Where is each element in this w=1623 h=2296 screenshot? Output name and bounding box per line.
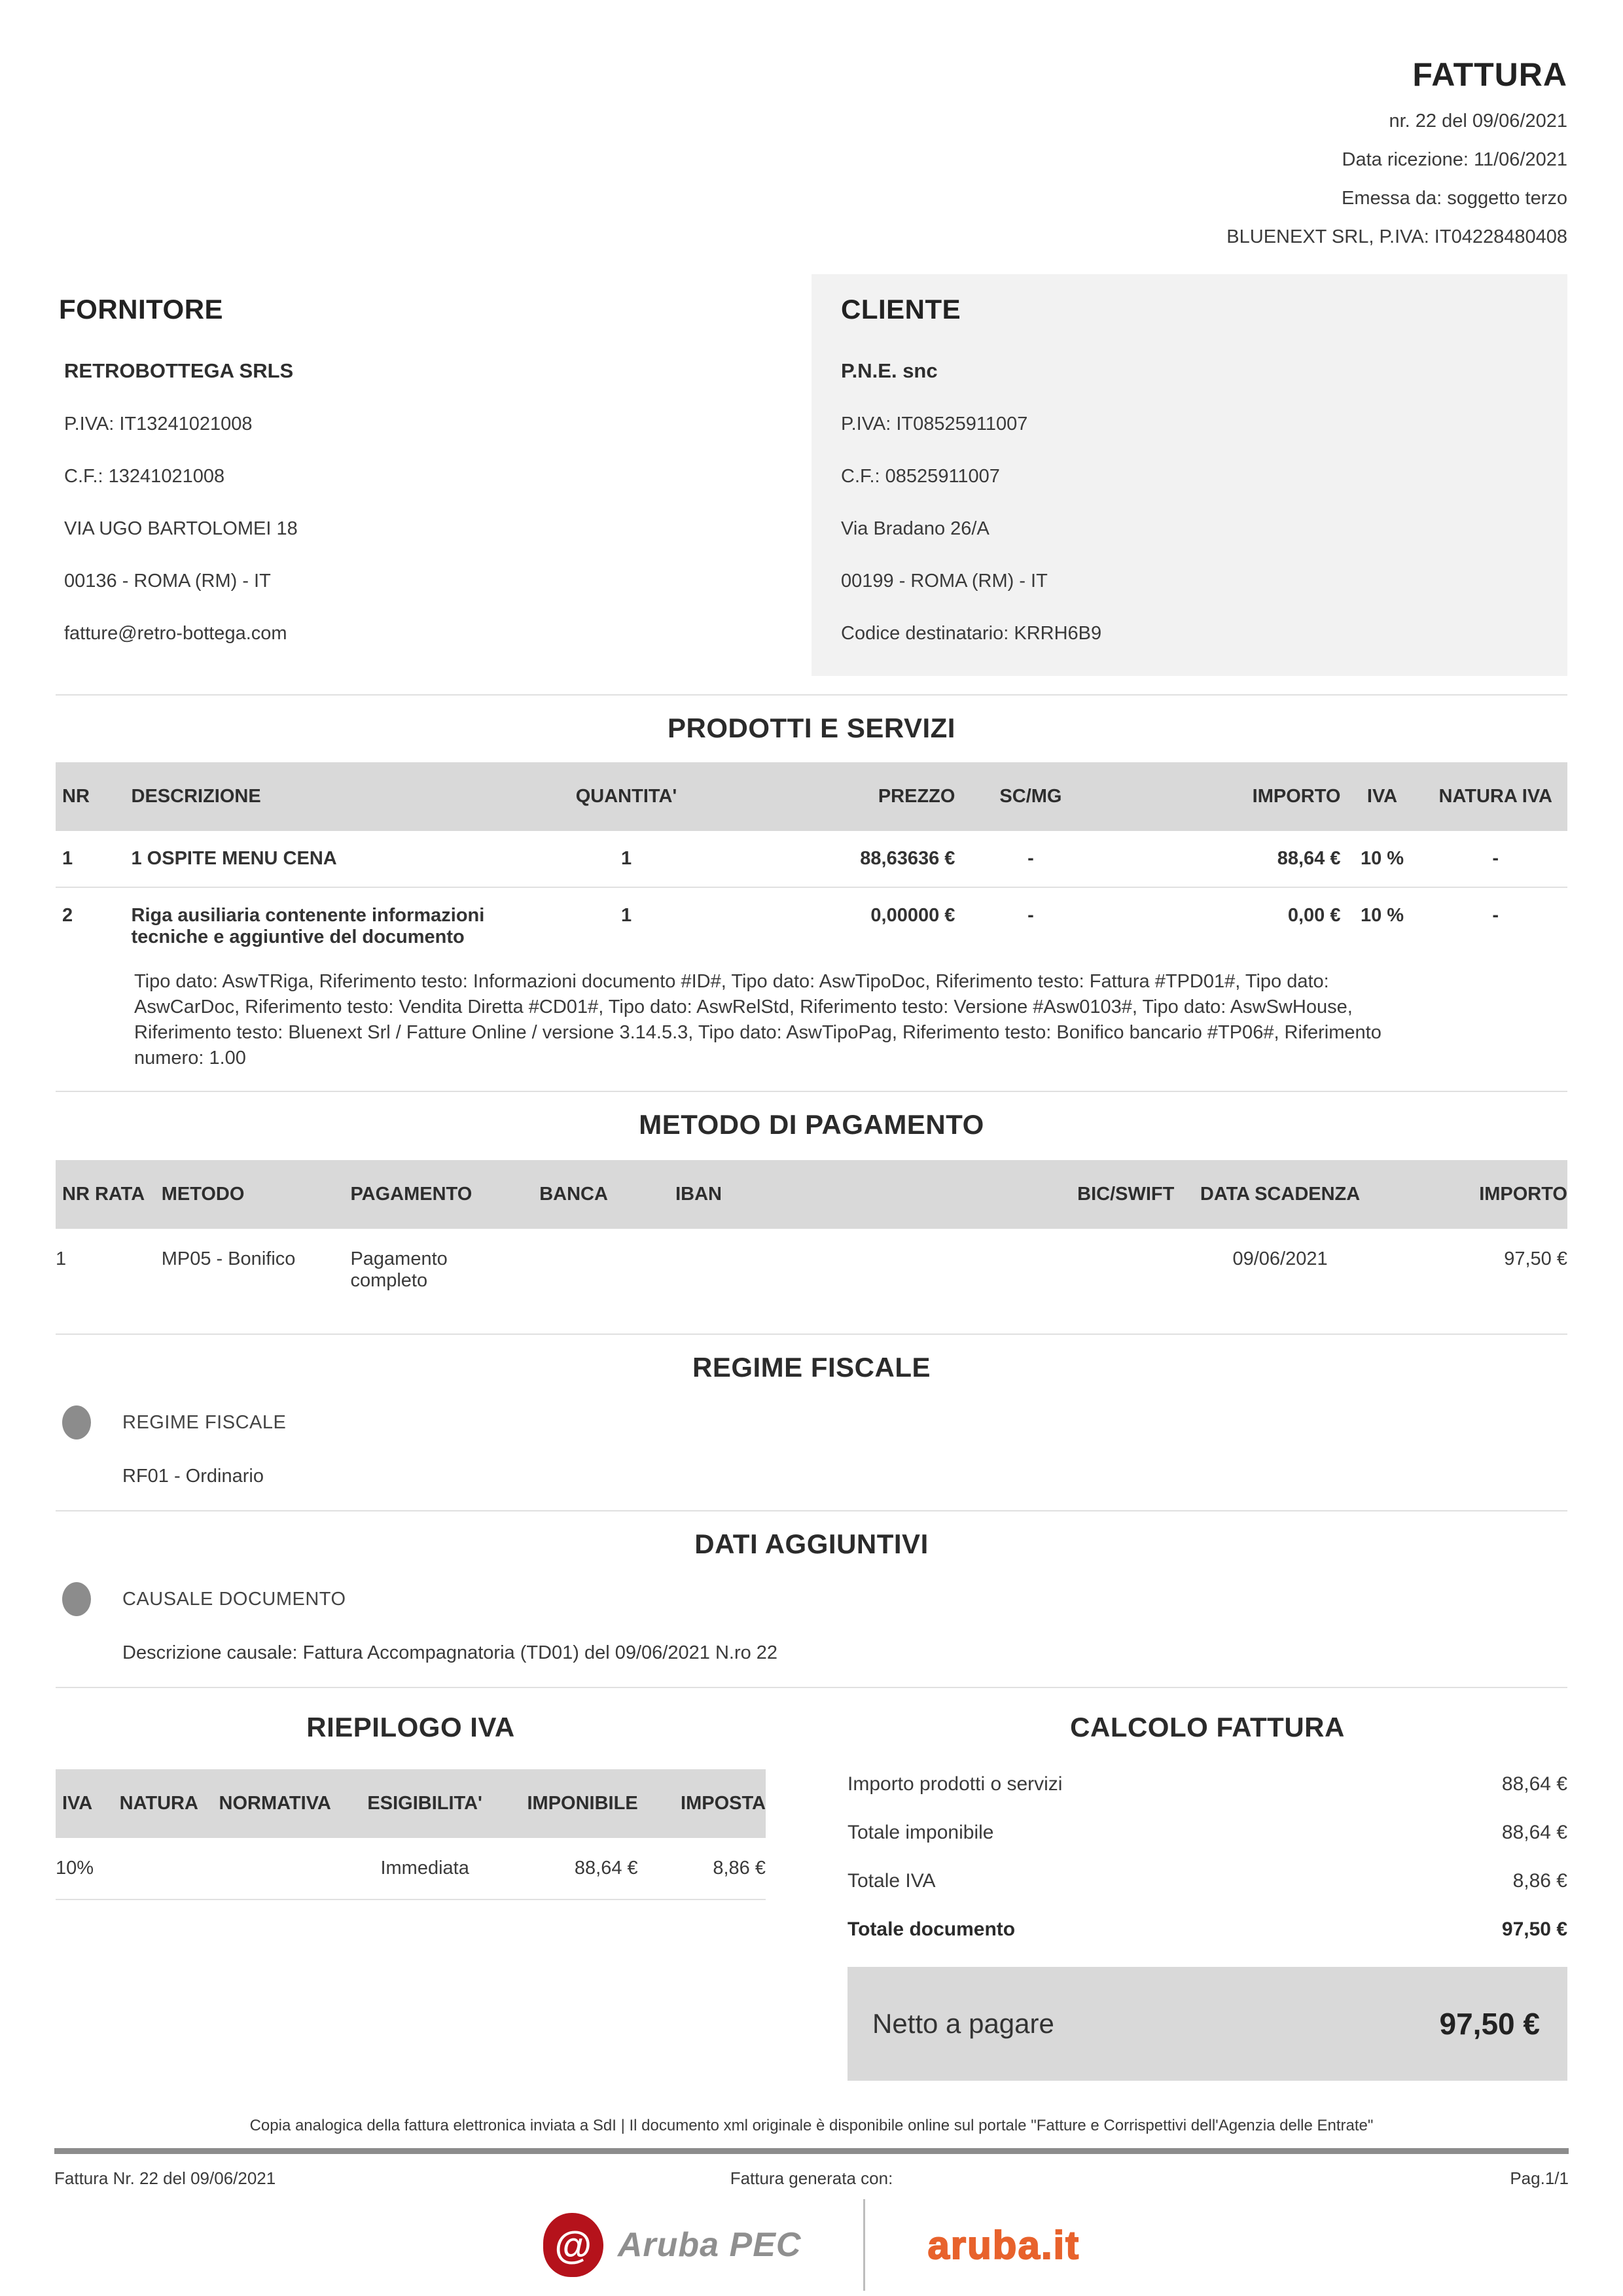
supplier-address: VIA UGO BARTOLOMEI 18 <box>64 518 298 539</box>
col-header-natura-iva: NATURA IVA <box>1424 762 1567 831</box>
products-header-row <box>56 762 1567 831</box>
customer-name: P.N.E. snc <box>841 359 938 382</box>
cell-nr: 1 <box>62 848 73 869</box>
fiscal-regime-label: REGIME FISCALE <box>122 1411 287 1433</box>
document-cause-label: CAUSALE DOCUMENTO <box>122 1588 346 1610</box>
totals-title: CALCOLO FATTURA <box>1070 1712 1345 1742</box>
section-divider <box>56 1687 1567 1688</box>
parties-section <box>56 274 1567 676</box>
col-header-importo: IMPORTO <box>1386 1160 1567 1229</box>
totals-label: Importo prodotti o servizi <box>847 1773 1063 1795</box>
customer-heading: CLIENTE <box>841 294 961 325</box>
summary-section <box>56 1695 1567 2081</box>
payment-section-title: METODO DI PAGAMENTO <box>639 1109 984 1140</box>
cell-iva: 10 % <box>1340 887 1423 965</box>
products-section-title: PRODOTTI E SERVIZI <box>668 713 955 743</box>
bullet-icon <box>62 1405 91 1439</box>
bullet-icon <box>62 1582 91 1616</box>
col-header-data-scadenza: DATA SCADENZA <box>1174 1160 1385 1229</box>
footer-separator-bar <box>54 2148 1569 2154</box>
col-header-normativa: NORMATIVA <box>219 1769 354 1838</box>
supplier-name: RETROBOTTEGA SRLS <box>64 359 294 382</box>
page-footer <box>0 2117 1623 2284</box>
totals-row-products <box>847 1773 1567 1795</box>
net-to-pay-label: Netto a pagare <box>872 2008 1054 2039</box>
customer-fiscal-code: C.F.: 08525911007 <box>841 466 1000 487</box>
vat-summary-column <box>56 1695 812 2081</box>
additional-data-section-title: DATI AGGIUNTIVI <box>694 1528 929 1559</box>
col-header-natura: NATURA <box>120 1769 219 1838</box>
customer-address: Via Bradano 26/A <box>841 518 990 539</box>
fiscal-regime-block <box>62 1405 1567 1491</box>
totals-value: 97,50 € <box>1501 1918 1567 1940</box>
col-header-descrizione: DESCRIZIONE <box>132 762 525 831</box>
net-to-pay-box <box>847 1967 1567 2081</box>
cell-pagamento: Pagamento completo <box>350 1248 448 1291</box>
page-title: FATTURA <box>1412 56 1567 93</box>
supplier-city: 00136 - ROMA (RM) - IT <box>64 571 271 592</box>
section-divider <box>56 1510 1567 1511</box>
at-seal-icon: @ <box>543 2213 603 2277</box>
technical-note: Tipo dato: AswTRiga, Riferimento testo: Informazioni documento #ID#, Tipo dato: AswTipoDoc, Riferimento testo: Fattura #TPD01#, Tipo dato: AswCarDoc, Riferimento testo: Vendita Diretta #CD01#, Tipo dato: AswRelStd, Riferimento testo: Versione #Asw0103#, Tipo dato: AswSwHouse, Riferimento testo: Bluenext Srl / Fatture Online / versione 3.14.5.3, Tipo dato: AswTipoPag, Riferimento testo: Bonifico bancario #TP06#, Riferimento numero: 1.00 <box>134 971 1382 1069</box>
col-header-prezzo: PREZZO <box>728 762 955 831</box>
vat-header-row <box>56 1769 766 1838</box>
totals-row-taxable <box>847 1822 1567 1844</box>
cell-scmg: - <box>955 887 1106 965</box>
vat-summary-table <box>56 1769 766 1896</box>
col-header-imponibile: IMPONIBILE <box>496 1769 638 1838</box>
totals-label: Totale documento <box>847 1918 1016 1940</box>
col-header-importo: IMPORTO <box>1106 762 1340 831</box>
customer-vat: P.IVA: IT08525911007 <box>841 414 1028 434</box>
cell-natura-iva: - <box>1492 848 1499 869</box>
totals-label: Totale imponibile <box>847 1822 994 1843</box>
cell-natura <box>120 1838 219 1896</box>
cell-normativa <box>219 1838 354 1896</box>
cell-descrizione: 1 OSPITE MENU CENA <box>131 848 337 869</box>
cell-descrizione: Riga ausiliaria contenente informazioni tecniche e aggiuntive del documento <box>132 887 525 965</box>
col-header-banca: BANCA <box>539 1160 675 1229</box>
cell-scmg: - <box>1027 848 1034 869</box>
table-row <box>56 1838 766 1896</box>
cell-nr: 2 <box>56 887 132 965</box>
col-header-quantita: QUANTITA' <box>524 762 728 831</box>
cell-iban <box>675 1229 993 1315</box>
customer-block <box>812 274 1567 676</box>
col-header-esigibilita: ESIGIBILITA' <box>354 1769 496 1838</box>
section-divider <box>56 694 1567 696</box>
col-header-imposta: IMPOSTA <box>638 1769 766 1838</box>
footer-logos <box>0 2206 1623 2284</box>
reception-date-line: Data ricezione: 11/06/2021 <box>1342 149 1567 170</box>
cell-natura-iva: - <box>1424 887 1567 965</box>
totals-value: 8,86 € <box>1512 1870 1567 1892</box>
footer-page-number: Pag.1/1 <box>1510 2168 1569 2188</box>
cell-prezzo: 88,63636 € <box>860 848 955 869</box>
totals-rows <box>847 1773 1567 1941</box>
supplier-heading: FORNITORE <box>59 294 224 325</box>
payment-table <box>56 1160 1567 1315</box>
aruba-pec-logo-text: Aruba PEC <box>617 2226 802 2264</box>
cell-importo: 88,64 € <box>1277 848 1341 869</box>
cell-quantita: 1 <box>620 848 632 869</box>
cell-imponibile: 88,64 € <box>574 1858 638 1879</box>
fiscal-regime-row <box>62 1405 1567 1439</box>
supplier-email: fatture@retro-bottega.com <box>64 623 287 644</box>
cell-iva: 10 % <box>1360 848 1404 869</box>
supplier-block <box>56 274 812 676</box>
vat-summary-title: RIEPILOGO IVA <box>306 1712 515 1742</box>
fiscal-regime-section-title: REGIME FISCALE <box>692 1352 931 1383</box>
issuer-line: BLUENEXT SRL, P.IVA: IT04228480408 <box>1226 226 1567 247</box>
totals-row-document <box>847 1918 1567 1941</box>
cell-prezzo: 0,00000 € <box>728 887 955 965</box>
customer-dest-code: Codice destinatario: KRRH6B9 <box>841 623 1102 644</box>
supplier-vat: P.IVA: IT13241021008 <box>64 414 253 434</box>
totals-value: 88,64 € <box>1501 1773 1567 1795</box>
logo-divider <box>863 2199 865 2291</box>
aruba-pec-logo <box>543 2213 802 2277</box>
col-header-nr-rata: NR RATA <box>56 1160 162 1229</box>
col-header-iva: IVA <box>1340 762 1423 831</box>
document-header <box>56 46 1567 248</box>
cell-quantita: 1 <box>524 887 728 965</box>
cell-banca <box>539 1229 675 1315</box>
issued-by-line: Emessa da: soggetto terzo <box>1342 188 1567 209</box>
document-cause-value: Descrizione causale: Fattura Accompagnatoria (TD01) del 09/06/2021 N.ro 22 <box>122 1642 778 1663</box>
table-row <box>56 1229 1567 1315</box>
col-header-iva: IVA <box>56 1769 120 1838</box>
supplier-fiscal-code: C.F.: 13241021008 <box>64 466 225 487</box>
additional-data-block <box>62 1582 1567 1667</box>
col-header-bic-swift: BIC/SWIFT <box>993 1160 1174 1229</box>
cell-metodo: MP05 - Bonifico <box>161 1248 296 1269</box>
cell-imposta: 8,86 € <box>713 1858 766 1879</box>
col-header-nr: NR <box>56 762 132 831</box>
col-header-scmg: SC/MG <box>955 762 1106 831</box>
totals-label: Totale IVA <box>847 1870 936 1892</box>
fiscal-regime-value: RF01 - Ordinario <box>122 1466 264 1487</box>
section-divider <box>56 1333 1567 1335</box>
cell-iva: 10% <box>56 1858 94 1879</box>
cell-nr-rata: 1 <box>56 1248 67 1269</box>
cell-bic-swift <box>993 1229 1174 1315</box>
customer-city: 00199 - ROMA (RM) - IT <box>841 571 1048 592</box>
col-header-iban: IBAN <box>675 1160 993 1229</box>
col-header-metodo: METODO <box>162 1160 351 1229</box>
col-header-pagamento: PAGAMENTO <box>350 1160 539 1229</box>
additional-data-row <box>62 1582 1567 1616</box>
table-row <box>56 831 1567 887</box>
table-row <box>56 887 1567 965</box>
totals-column <box>812 1695 1567 2081</box>
cell-esigibilita: Immediata <box>380 1858 469 1879</box>
section-divider <box>56 1091 1567 1092</box>
totals-row-vat <box>847 1870 1567 1892</box>
footer-generated-with: Fattura generata con: <box>730 2168 893 2188</box>
cell-importo: 97,50 € <box>1504 1248 1567 1269</box>
payment-header-row <box>56 1160 1567 1229</box>
cell-data-scadenza: 09/06/2021 <box>1232 1248 1328 1269</box>
net-to-pay-value: 97,50 € <box>1439 2007 1540 2041</box>
invoice-number-line: nr. 22 del 09/06/2021 <box>1389 111 1567 132</box>
aruba-it-logo: aruba.it <box>927 2223 1080 2267</box>
vat-table-bottom-rule <box>56 1899 766 1900</box>
products-table <box>56 762 1567 965</box>
footer-info-row <box>54 2168 1569 2189</box>
totals-value: 88,64 € <box>1501 1822 1567 1843</box>
footer-invoice-ref: Fattura Nr. 22 del 09/06/2021 <box>54 2168 276 2188</box>
cell-importo: 0,00 € <box>1106 887 1340 965</box>
footer-disclaimer: Copia analogica della fattura elettronica inviata a SdI | Il documento xml originale è disponibile online sul portale "Fatture e Corrispettivi dell'Agenzia delle Entrate" <box>249 2117 1374 2134</box>
